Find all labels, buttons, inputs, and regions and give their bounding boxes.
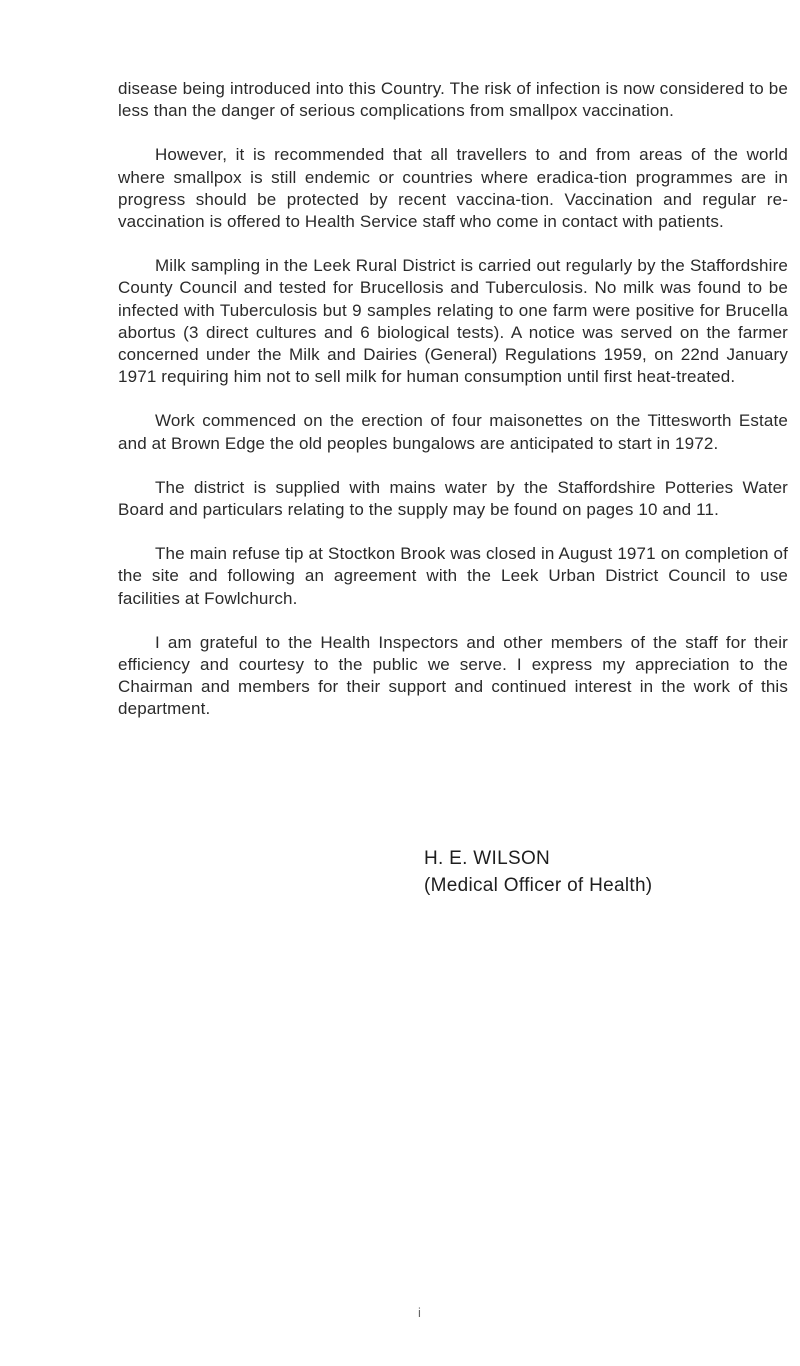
paragraph-3: Milk sampling in the Leek Rural District is carried out regularly by the Staffordshire County Council and tested for Brucellosis and Tuberculosis. No milk was found to be infected with Tuberculosis but 9 samples relating to one farm were positive for Brucella abortus (3 direct cultures and 6 biological tests). A notice was served on the farmer concerned under the Milk and Dairies (General) Regulations 1959, on 22nd January 1971 requiring him not to sell milk for human consumption until first heat-treated. — [118, 256, 788, 387]
document-body — [118, 78, 788, 743]
paragraph-5: The district is supplied with mains water by the Staffordshire Potteries Water Board and particulars relating to the supply may be found on pages 10 and 11. — [118, 477, 788, 520]
signature-block — [424, 845, 652, 899]
paragraph-4: Work commenced on the erection of four maisonettes on the Tittesworth Estate and at Brown Edge the old peoples bungalows are anticipated to start in 1972. — [118, 411, 788, 453]
signature-name: H. E. WILSON — [424, 848, 551, 869]
page-number: i — [418, 1305, 421, 1320]
paragraph-1: disease being introduced into this Country. The risk of infection is now considered to be less than the danger of serious complications from smallpox vaccination. — [118, 79, 788, 121]
paragraph-6: The main refuse tip at Stoctkon Brook was closed in August 1971 on completion of the site and following an agreement with the Leek Urban District Council to use facilities at Fowlchurch. — [118, 544, 788, 608]
paragraph-7: I am grateful to the Health Inspectors and other members of the staff for their efficiency and courtesy to the public we serve. I express my appreciation to the Chairman and members for their support and continued interest in the work of this department. — [118, 632, 788, 719]
signature-title: (Medical Officer of Health) — [424, 875, 653, 896]
paragraph-2: However, it is recommended that all travellers to and from areas of the world where smallpox is still endemic or countries where eradica-tion programmes are in progress should be protected by recent vaccina-tion. Vaccination and regular re-vaccination is offered to Health Service staff who come in contact with patients. — [118, 145, 788, 232]
